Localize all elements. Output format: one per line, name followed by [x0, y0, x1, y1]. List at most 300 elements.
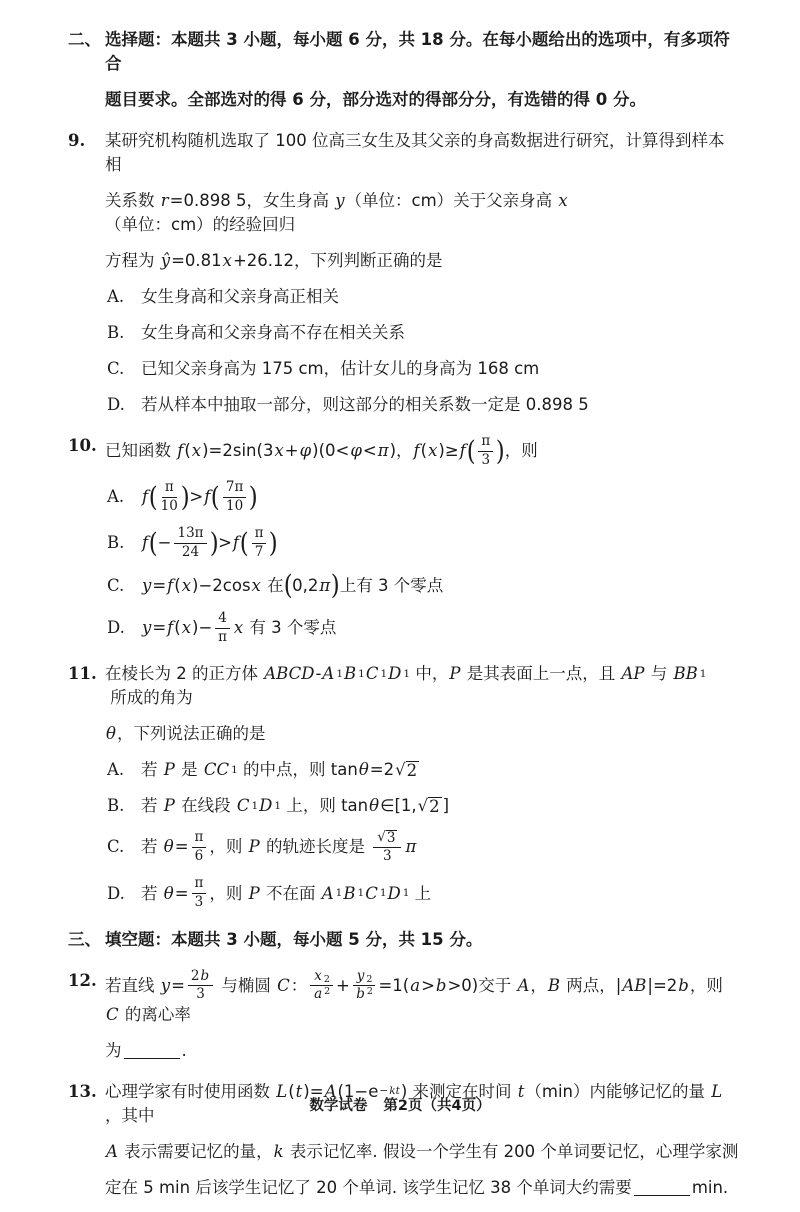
math-var: C [236, 796, 250, 816]
option-row [107, 611, 740, 645]
text-run: > [218, 533, 232, 553]
math-text: π [164, 479, 174, 496]
math-var: B [547, 975, 561, 995]
text-run: 若 [141, 883, 163, 903]
question [68, 434, 740, 657]
math-var: f [142, 487, 149, 507]
option-row [107, 285, 740, 309]
text-run: ( [420, 441, 428, 461]
math-fraction [252, 526, 267, 560]
fraction-numerator [188, 969, 213, 987]
text-line [105, 189, 740, 237]
math-var: b [678, 975, 689, 995]
math-text: 10 [160, 497, 178, 514]
math-var: b [200, 967, 210, 984]
math-superscript [324, 975, 330, 985]
text-run: ，则 [209, 837, 248, 857]
fraction-denominator [196, 986, 205, 1003]
math-var: x [428, 441, 438, 461]
option-content [141, 321, 405, 345]
math-fraction [310, 969, 333, 1003]
page-footer [0, 1094, 800, 1115]
fraction-denominator [383, 848, 392, 865]
text-run: |=2 [647, 975, 678, 995]
math-text: 1 [402, 887, 410, 900]
answer-blank [634, 1180, 690, 1196]
math-var: y [356, 967, 365, 984]
math-subscript [358, 669, 365, 680]
section-label: 三、 [68, 929, 101, 949]
text-line [105, 1140, 740, 1164]
option-content [141, 357, 539, 381]
math-text: 3 [383, 847, 392, 864]
math-var: C [106, 1004, 119, 1024]
math-text: π [254, 525, 264, 542]
math-paren: ( [466, 435, 476, 467]
math-var: B [344, 664, 357, 684]
math-var: b [435, 975, 447, 995]
text-line [105, 969, 740, 1027]
section-label: 二、 [68, 30, 101, 49]
math-var: θ [369, 796, 380, 816]
math-paren: ) [269, 527, 279, 559]
option-row [107, 321, 740, 345]
text-run: 若 [141, 760, 163, 780]
fraction-numerator [373, 830, 401, 848]
paragraph-body [105, 969, 740, 1075]
text-run: 上，则 tan [281, 796, 369, 816]
text-run: 在棱长为 2 的正方体 [105, 664, 264, 684]
fraction-denominator [355, 986, 373, 1003]
text-run: 若直线 [105, 975, 160, 995]
math-text: 2 [366, 986, 373, 998]
math-paren: ( [148, 527, 158, 559]
math-text: 4 [218, 610, 227, 627]
text-run: 女生身高和父亲身高不存在相关关系 [141, 323, 405, 342]
math-var: π [319, 575, 331, 595]
math-sqrt [395, 761, 419, 780]
option-label: C. [107, 575, 125, 595]
text-run: 所成的角为 [105, 688, 193, 708]
text-line [105, 1039, 740, 1063]
math-var: x [222, 251, 232, 270]
fraction-denominator [313, 986, 330, 1003]
math-var: f [142, 533, 149, 553]
option-row [107, 393, 740, 417]
doc-title: 数学试卷 [309, 1098, 368, 1114]
text-run: 方程为 [105, 251, 160, 270]
math-text: 2 [406, 760, 418, 780]
fraction-denominator [161, 498, 178, 515]
text-run: 已知函数 [105, 441, 177, 461]
text-run: 是其表面上一点，且 [461, 664, 621, 684]
text-run: ( [174, 575, 181, 595]
question-number: 12. [68, 970, 97, 990]
text-run: 2 [190, 967, 200, 984]
fraction-numerator [223, 480, 246, 498]
question-number: 13. [68, 1081, 97, 1101]
text-run: − [157, 533, 172, 553]
text-run: − [379, 1085, 389, 1098]
text-run: >0)交于 [447, 975, 517, 995]
math-fraction [478, 434, 493, 468]
page-number: 第2页（共4页） [383, 1098, 491, 1114]
text-run: 为 [105, 1040, 122, 1060]
option-label: D. [107, 618, 125, 638]
sqrt-sign: √ [395, 759, 406, 779]
math-subscript [336, 888, 343, 899]
fraction-denominator [481, 452, 490, 469]
text-run: ) 来测定在时间 [400, 1081, 517, 1101]
math-text: 13π [177, 525, 204, 542]
option-content [141, 758, 420, 782]
text-run: 有 3 个零点 [244, 618, 337, 638]
text-run: > [421, 975, 435, 995]
fraction-denominator [195, 894, 204, 911]
option-label: C. [107, 837, 125, 857]
text-run: =1( [378, 975, 410, 995]
math-paren: ( [211, 481, 221, 513]
math-text: 1 [274, 799, 282, 812]
text-run: 女生身高和父亲身高正相关 [141, 287, 339, 306]
text-run: 若从样本中抽取一部分，则这部分的相关系数一定是 0.898 5 [141, 395, 589, 414]
option-row [107, 480, 740, 514]
math-var: L [711, 1081, 723, 1101]
math-paren: ( [239, 527, 249, 559]
math-superscript [324, 987, 330, 997]
math-var: C [365, 664, 379, 684]
math-text: π [194, 875, 204, 892]
math-var: x [558, 191, 568, 210]
text-run: 的轨迹长度是 [260, 837, 371, 857]
math-var: ABCD [264, 664, 315, 684]
math-fraction [174, 526, 206, 560]
text-run: = [174, 837, 189, 857]
math-var: A [324, 1081, 337, 1101]
sqrt-radicand [386, 830, 398, 846]
math-var: f [413, 441, 420, 461]
option-label: D. [107, 883, 125, 903]
text-run: < [362, 441, 377, 461]
option-content [141, 830, 417, 864]
math-text: 2 [324, 986, 331, 998]
text-run: ， [530, 975, 547, 995]
section-header [68, 928, 740, 964]
math-text: 1 [358, 667, 365, 680]
math-var: θ [358, 760, 369, 780]
text-run: ] [442, 796, 450, 816]
math-var: π [377, 441, 389, 461]
text-run: = [152, 618, 167, 638]
text-run: = [152, 575, 167, 595]
paragraph-body [105, 928, 740, 964]
text-line [105, 1176, 740, 1200]
fraction-denominator [218, 629, 227, 646]
option-label: A. [107, 287, 125, 306]
text-run: )= [303, 1081, 324, 1101]
text-run: = [174, 883, 189, 903]
text-run: 是 [175, 760, 203, 780]
math-fraction [215, 611, 230, 645]
text-run: ，则 [209, 883, 248, 903]
math-var: f [167, 575, 174, 595]
math-paren: ) [331, 570, 341, 602]
text-run: 若 [141, 837, 163, 857]
text-run: + [335, 975, 350, 995]
math-var: a [314, 986, 323, 1003]
math-text: 7 [254, 543, 264, 560]
math-var: D [387, 883, 401, 903]
option-content [141, 611, 336, 645]
text-run: 上 [409, 883, 432, 903]
math-fraction [161, 480, 178, 514]
math-subscript [380, 669, 387, 680]
question-number: 11. [68, 664, 97, 684]
text-run: ： [290, 975, 308, 995]
option-label: B. [107, 323, 125, 342]
text-line [105, 249, 740, 273]
fraction-numerator [252, 526, 267, 544]
math-paren: ( [283, 570, 293, 602]
question [68, 969, 740, 1075]
math-var: L [276, 1081, 288, 1101]
text-run: ，其中 [105, 1105, 155, 1125]
text-run: ，则 [689, 975, 729, 995]
math-paren: ) [495, 435, 505, 467]
math-var: A [517, 975, 530, 995]
math-text: 10 [226, 497, 244, 514]
option-label: B. [107, 533, 125, 553]
text-run: )≥ [438, 441, 459, 461]
math-var: φ [299, 441, 312, 461]
fraction-numerator [174, 526, 206, 544]
question-number: 9. [68, 131, 86, 150]
math-text: 1 [357, 887, 365, 900]
math-sqrt [418, 797, 442, 816]
text-run: =0.898 5，女生身高 [169, 191, 335, 210]
math-var: D [388, 664, 402, 684]
math-text: 1 [380, 667, 388, 680]
math-var: x [181, 618, 192, 638]
math-fraction [353, 969, 376, 1003]
option-content [141, 876, 431, 910]
math-fraction [373, 830, 401, 864]
text-run: 表示记忆率. 假设一个学生有 200 个单词要记忆，心理学家测 [284, 1141, 739, 1161]
text-run: （min）内能够记忆的量 [525, 1081, 711, 1101]
text-run: 心理学家有时使用函数 [105, 1081, 276, 1101]
sqrt-radicand [406, 761, 420, 780]
paragraph-body [105, 28, 740, 124]
fraction-denominator [226, 498, 243, 515]
math-text: π [218, 628, 228, 645]
math-superscript [367, 987, 373, 997]
text-run: ( [288, 1081, 295, 1101]
math-sqrt [377, 830, 397, 846]
math-subscript [380, 888, 387, 899]
math-var: r [160, 191, 169, 210]
option-content [141, 570, 444, 602]
math-subscript [403, 888, 410, 899]
math-fraction [188, 969, 213, 1003]
math-var: AP [621, 664, 645, 684]
math-var: b [356, 986, 365, 1003]
text-run: . [181, 1040, 187, 1060]
math-var: a [410, 975, 421, 995]
text-run: 关系数 [105, 191, 160, 210]
fraction-numerator [310, 969, 333, 987]
question [68, 129, 740, 429]
text-run: ( [174, 618, 181, 638]
math-fraction [192, 830, 207, 864]
text-run: ( [184, 441, 191, 461]
option-row [107, 526, 740, 560]
fraction-numerator [353, 969, 376, 987]
math-var: x [251, 575, 261, 595]
math-var: BB [673, 664, 698, 684]
math-var: f [232, 533, 240, 553]
math-var: y [142, 575, 152, 595]
option-label: C. [107, 359, 125, 378]
math-var: π [405, 837, 417, 857]
exam-content [68, 28, 740, 1212]
math-subscript [274, 801, 281, 812]
fraction-numerator [192, 830, 207, 848]
math-fraction [192, 876, 207, 910]
math-var: C [277, 975, 290, 995]
sqrt-sign: √ [417, 795, 429, 815]
math-var: θ [106, 724, 116, 744]
fraction-denominator [182, 544, 199, 561]
text-run: ∈[1, [380, 796, 417, 816]
math-var: C [365, 883, 378, 903]
math-text: π [481, 433, 491, 449]
math-fraction [223, 480, 246, 514]
math-var: φ [350, 441, 362, 461]
math-paren: ) [209, 527, 219, 559]
text-run: ，则 [504, 441, 538, 461]
math-var: f [204, 487, 211, 507]
text-line [105, 129, 740, 177]
sqrt-radicand [428, 797, 442, 816]
math-var: x [274, 441, 284, 461]
math-var: θ [163, 883, 174, 903]
math-subscript [700, 669, 707, 680]
math-var: y [160, 975, 171, 995]
text-run: 已知父亲身高为 175 cm，估计女儿的身高为 168 cm [141, 359, 540, 378]
text-run: 不在面 [260, 883, 321, 903]
math-var: D [259, 796, 273, 816]
math-var: x [233, 618, 244, 638]
text-run: +26.12，下列判断正确的是 [232, 251, 443, 270]
math-text: 1 [403, 667, 411, 680]
text-run: =0.81 [171, 251, 222, 270]
text-line [105, 434, 740, 468]
text-run: 与 [645, 664, 673, 684]
text-run: 某研究机构随机选取了 100 位高三女生及其父亲的身高数据进行研究，计算得到样本相 [105, 131, 725, 174]
math-var: A [321, 883, 334, 903]
text-run: = [171, 975, 185, 995]
math-var: P [163, 796, 175, 816]
math-subscript [231, 765, 238, 776]
math-text: 1 [231, 763, 238, 776]
option-label: B. [107, 796, 125, 816]
math-paren: ) [249, 481, 259, 513]
text-run: )=2sin(3 [202, 441, 274, 461]
option-row [107, 357, 740, 381]
text-run: 填空题：本题共 3 小题，每小题 5 分，共 15 分。 [105, 929, 483, 949]
text-run: > [189, 487, 204, 507]
math-text: 3 [481, 451, 491, 468]
math-paren: ) [180, 481, 190, 513]
math-var: x [314, 967, 322, 984]
math-var: f [459, 441, 466, 461]
text-run: （单位：cm）的经验回归 [105, 215, 296, 234]
math-text: 3 [386, 830, 396, 847]
fraction-denominator [255, 544, 264, 561]
option-content [141, 794, 449, 818]
math-var: B [343, 883, 356, 903]
text-run: (1−e [337, 1081, 379, 1101]
text-run: 表示需要记忆的量， [118, 1141, 273, 1161]
text-line [105, 928, 740, 952]
text-run: )−2cos [192, 575, 251, 595]
text-run: ，下列说法正确的是 [116, 724, 266, 744]
text-run: 定在 5 min 后该学生记忆了 20 个单词. 该学生记忆 38 个单词大约需要 [105, 1177, 632, 1197]
fraction-numerator [162, 480, 177, 498]
math-var: y [335, 191, 345, 210]
math-text: 2 [323, 973, 330, 985]
math-var: k [273, 1141, 284, 1161]
text-run: 在 [261, 575, 284, 595]
math-subscript [336, 669, 343, 680]
text-run: + [284, 441, 299, 461]
math-var: P [248, 837, 260, 857]
text-run: 若 [141, 796, 163, 816]
math-var: ŷ [160, 251, 171, 270]
math-superscript [366, 975, 372, 985]
section-header [68, 28, 740, 124]
text-run: )(0< [312, 441, 350, 461]
math-var: t [517, 1081, 525, 1101]
fraction-numerator [215, 611, 230, 629]
math-text: 2 [366, 973, 373, 985]
option-content [141, 480, 258, 514]
text-run: )− [192, 618, 213, 638]
text-run: 两点，| [561, 975, 622, 995]
paragraph-body [105, 662, 740, 922]
text-run: )， [389, 441, 413, 461]
math-var: A [106, 1141, 118, 1161]
sqrt-sign: √ [377, 829, 386, 846]
math-subscript [403, 669, 410, 680]
text-line [105, 722, 740, 746]
option-label: A. [107, 760, 125, 780]
text-run: 在线段 [175, 796, 236, 816]
math-subscript [358, 888, 365, 899]
text-run: min. [691, 1177, 729, 1197]
text-run: 题目要求。全部选对的得 6 分，部分选对的得部分分，有选错的得 0 分。 [105, 90, 646, 109]
option-row [107, 876, 740, 910]
question [68, 662, 740, 922]
math-text: 3 [196, 986, 205, 1003]
text-line [105, 662, 740, 710]
option-row [107, 794, 740, 818]
text-run: 的中点，则 tan [237, 760, 358, 780]
text-run: 的离心率 [119, 1004, 191, 1024]
math-var: P [163, 760, 175, 780]
math-var: P [248, 883, 260, 903]
math-text: 1 [335, 887, 343, 900]
